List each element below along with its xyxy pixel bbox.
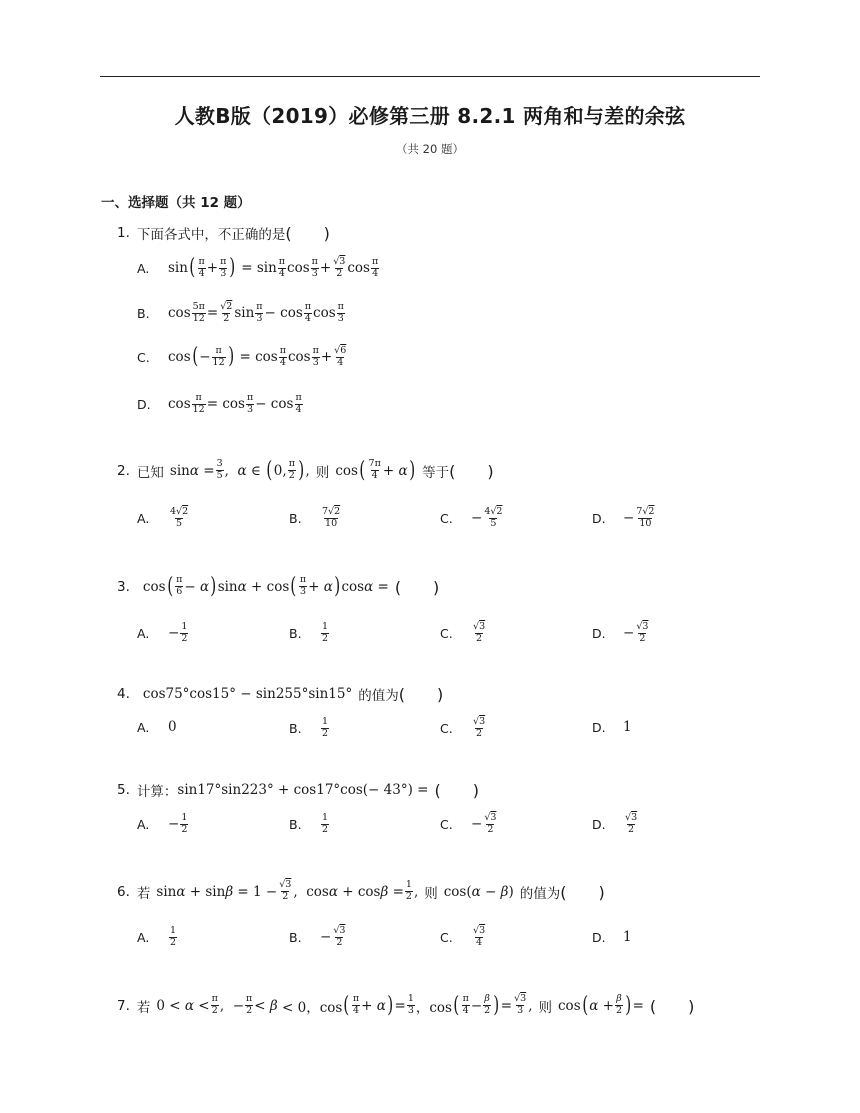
question-4-stem: 4. cos75°cos15° − sin255°sin15° 的值为 ( )	[117, 685, 444, 704]
question-5-option-a[interactable]: A. − $\frac{1}{2}$	[137, 812, 188, 835]
question-2-option-c[interactable]: C. − $\frac{4√2}{5}$	[440, 506, 503, 529]
math-expression: cos ( $\frac{7\pi}{4}$ + α )	[335, 457, 415, 483]
math-expression: cos ( α + $\frac{\beta}{2}$ ) =	[558, 992, 644, 1018]
header-rule	[100, 76, 760, 77]
question-2-stem: 2. 已知 sin α = $\frac{3}{5}$ , α ∈ ( 0, $\frac{\pi}{2}$ ) , 则 cos ( $\frac{7\pi}{4}$ + α ) 等于 ( )	[117, 457, 494, 483]
question-3-option-b[interactable]: B. $\frac{1}{2}$	[289, 621, 329, 644]
math-expression: cos( α − β )	[443, 883, 514, 900]
question-7-stem: 7. 若 0 < α < $\frac{\pi}{2}$ , − $\frac{\pi}{2}$ < β < 0，cos ( $\frac{\pi}{4}$ + α ) = $\frac{1}{3}$ ，cos ( $\frac{\pi}{4}$ − $\frac{\beta}{2}$ ) = $\frac{√3}{3}$ , 则 cos ( α + $\frac{\beta}{2}$ ) = ( )	[117, 992, 695, 1018]
question-2-option-b[interactable]: B. $\frac{7√2}{10}$	[289, 506, 341, 529]
section-heading: 一、选择题（共 12 题）	[101, 195, 251, 211]
question-4-option-c[interactable]: C. $\frac{√3}{2}$	[440, 716, 486, 739]
question-3-stem: 3. cos ( $\frac{\pi}{6}$ − α ) sin α + cos ( $\frac{\pi}{3}$ + α ) cos α = ( )	[117, 573, 440, 599]
question-5-option-d[interactable]: D. $\frac{√3}{2}$	[592, 812, 638, 835]
question-4-option-d[interactable]: D. 1	[592, 719, 632, 735]
question-1-option-d[interactable]: D. cos $\frac{\pi}{12}$ = cos $\frac{\pi}{3}$ − cos $\frac{\pi}{4}$	[137, 392, 302, 415]
question-6-stem: 6. 若 sin α + sin β = 1 − $\frac{√3}{2}$ , cos α + cos β = $\frac{1}{2}$ , 则 cos( α − β ) 的值为 ( )	[117, 879, 605, 902]
math-expression: sin α = $\frac{3}{5}$ , α ∈ ( 0, $\frac{\pi}{2}$ ) ,	[169, 457, 310, 483]
page-title: 人教B版（2019）必修第三册 8.2.1 两角和与差的余弦	[174, 104, 686, 128]
math-expression: cos ( − $\frac{\pi}{12}$ ) = cos $\frac{\pi}{4}$ cos $\frac{\pi}{3}$ + $\frac{√6}{4}$	[168, 344, 347, 370]
question-6-option-c[interactable]: C. $\frac{√3}{4}$	[440, 925, 486, 948]
question-5-option-b[interactable]: B. $\frac{1}{2}$	[289, 812, 329, 835]
question-6-option-a[interactable]: A. $\frac{1}{2}$	[137, 925, 177, 948]
question-1-option-c[interactable]: C. cos ( − $\frac{\pi}{12}$ ) = cos $\frac{\pi}{4}$ cos $\frac{\pi}{3}$ + $\frac{√6}{4}$	[137, 344, 347, 370]
page-subtitle: （共 20 题）	[396, 142, 464, 156]
question-4-option-a[interactable]: A. 0	[137, 719, 177, 735]
math-expression: cos ( $\frac{\pi}{6}$ − α ) sin α + cos ( $\frac{\pi}{3}$ + α ) cos α =	[142, 573, 389, 599]
question-5-stem: 5. 计算： sin17°sin223° + cos17°cos(− 43°) = ( )	[117, 781, 479, 800]
question-5-option-c[interactable]: C. − $\frac{√3}{2}$	[440, 812, 497, 835]
question-6-option-d[interactable]: D. 1	[592, 929, 632, 945]
math-expression: cos $\frac{5\pi}{12}$ = $\frac{√2}{2}$ sin $\frac{\pi}{3}$ − cos $\frac{\pi}{4}$ cos $\frac{\pi}{3}$	[168, 301, 344, 324]
question-1-stem: 1. 下面各式中，不正确的是 ( )	[117, 224, 330, 243]
math-expression: sin α + sin β = 1 − $\frac{√3}{2}$ , cos α + cos β = $\frac{1}{2}$ ,	[156, 879, 419, 902]
question-3-option-c[interactable]: C. $\frac{√3}{2}$	[440, 621, 486, 644]
question-2-option-d[interactable]: D. − $\frac{7√2}{10}$	[592, 506, 655, 529]
math-expression: sin ( $\frac{\pi}{4}$ + $\frac{\pi}{3}$ ) = sin $\frac{\pi}{4}$ cos $\frac{\pi}{3}$ + $\frac{√3}{2}$ cos $\frac{\pi}{4}$	[168, 255, 379, 281]
question-3-option-a[interactable]: A. − $\frac{1}{2}$	[137, 621, 188, 644]
question-3-option-d[interactable]: D. − $\frac{√3}{2}$	[592, 621, 649, 644]
question-1-option-a[interactable]: A. sin ( $\frac{\pi}{4}$ + $\frac{\pi}{3}$ ) = sin $\frac{\pi}{4}$ cos $\frac{\pi}{3}$ + $\frac{√3}{2}$ cos $\frac{\pi}{4}$	[137, 255, 379, 281]
question-6-option-b[interactable]: B. − $\frac{√3}{2}$	[289, 925, 346, 948]
question-1-option-b[interactable]: B. cos $\frac{5\pi}{12}$ = $\frac{√2}{2}$ sin $\frac{\pi}{3}$ − cos $\frac{\pi}{4}$ cos $\frac{\pi}{3}$	[137, 301, 344, 324]
math-expression: 0 < α < $\frac{\pi}{2}$ , − $\frac{\pi}{2}$ < β < 0，cos ( $\frac{\pi}{4}$ + α ) = $\frac{1}{3}$ ，cos ( $\frac{\pi}{4}$ − $\frac{\beta}{2}$ ) = $\frac{√3}{3}$ ,	[156, 992, 533, 1018]
question-4-option-b[interactable]: B. $\frac{1}{2}$	[289, 716, 329, 739]
math-expression: cos $\frac{\pi}{12}$ = cos $\frac{\pi}{3}$ − cos $\frac{\pi}{4}$	[168, 392, 302, 415]
question-2-option-a[interactable]: A. $\frac{4√2}{5}$	[137, 506, 189, 529]
